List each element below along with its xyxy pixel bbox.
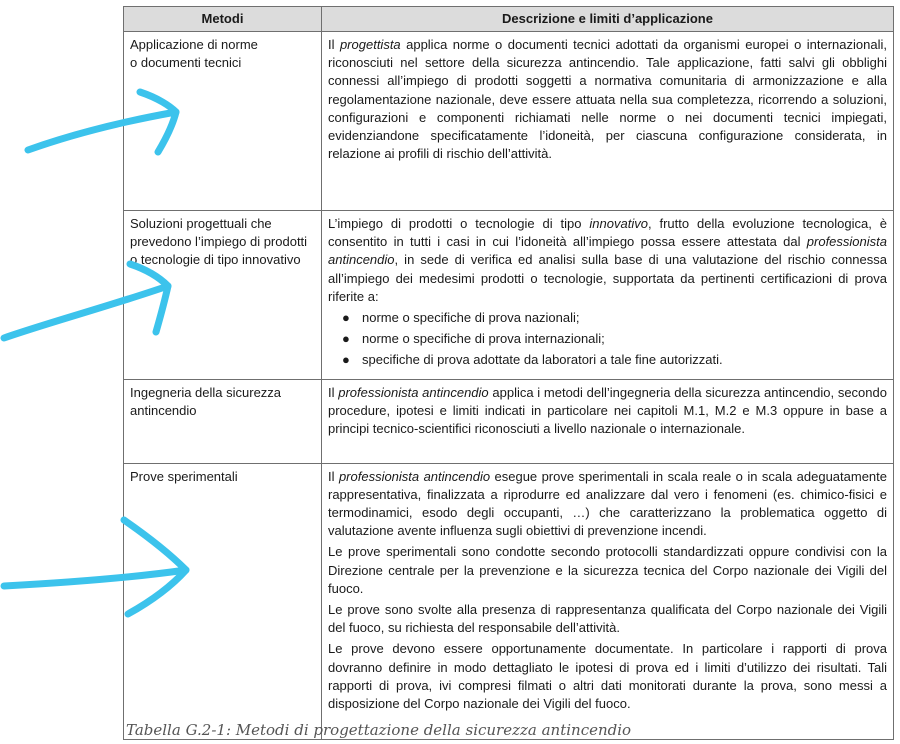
description-paragraph: L’impiego di prodotti o tecnologie di tipo innovativo, frutto della evoluzione tecnologica, è consentito in tutti i casi in cui l’idoneità all’impiego possa essere attestata dal professionista antincendio, in sede di verifica ed analisi sulla base di una valutazione del rischio connessa all’impiego dei medesimi prodotti o tecnologie, supportata da pertinenti certificazioni di prova riferite a:	[328, 216, 888, 304]
header-description: Descrizione e limiti d’applicazione	[322, 7, 894, 32]
description-paragraph: Il professionista antincendio esegue prove sperimentali in scala reale o in scala adeguatamente rappresentativa, finalizzata a riprodurre ed analizzare dal vero i fenomeni (es. chimico-fisici e termodinamici, esodo degli occupanti, …) che caratterizzano la problematica oggetto di valutazione avente influenza sugli obiettivi di prevenzione incendi.	[328, 468, 887, 539]
table-row	[124, 32, 894, 211]
list-item: ● specifiche di prova adottate da laboratori a tale fine autorizzati.	[328, 351, 887, 369]
method-name-line-1: Applicazione di norme	[130, 37, 258, 52]
certification-list	[328, 309, 887, 370]
bullet-icon: ●	[342, 310, 350, 326]
table-row	[124, 211, 894, 380]
bullet-icon: ●	[342, 331, 350, 347]
description-cell	[322, 379, 894, 463]
description-cell	[322, 463, 894, 739]
methods-table	[123, 6, 894, 740]
method-cell: Ingegneria della sicurezza antincendio	[124, 379, 322, 463]
method-cell: Soluzioni progettuali che prevedono l’impiego di prodotti o tecnologie di tipo innovativo	[124, 211, 322, 380]
description-cell	[322, 211, 894, 380]
description-paragraph: Le prove devono essere opportunamente documentate. In particolare i rapporti di prova dovranno definire in modo dettagliato le ipotesi di prova ed i limiti d’utilizzo dei risultati. Tali rapporti di prova, ivi compresi filmati o altri dati monitorati durante la prova, sono messi a disposizione del Corpo nazionale dei Vigili del fuoco.	[328, 641, 887, 712]
header-methods: Metodi	[124, 7, 322, 32]
list-item: ● norme o specifiche di prova nazionali;	[328, 309, 887, 327]
description-paragraph: Le prove sperimentali sono condotte secondo protocolli standardizzati oppure condivisi con la Direzione centrale per la prevenzione e la sicurezza tecnica del Corpo nazionale dei Vigili del fuoco.	[328, 544, 887, 596]
table-row	[124, 463, 894, 739]
bullet-icon: ●	[342, 352, 350, 368]
description-paragraph: Il progettista applica norme o documenti tecnici adottati da organismi europei o internazionali, riconosciuti nel settore della sicurezza antincendio. Tale applicazione, fatti salvi gli obblighi connessi all’impiego di prodotti soggetti a normativa comunitaria di armonizzazione e alla regolamentazione nazionale, deve essere attuata nella sua completezza, ricorrendo a soluzioni, configurazioni e componenti richiamati nelle norme o nei documenti tecnici impiegati, evidenziandone specificatamente l’idoneità, per ciascuna configurazione considerata, in relazione ai profili di rischio dell’attività.	[328, 37, 887, 162]
table-header-row	[124, 7, 894, 32]
method-cell: Prove sperimentali	[124, 463, 322, 739]
list-item: ● norme o specifiche di prova internazionali;	[328, 330, 887, 348]
description-cell	[322, 32, 894, 211]
description-paragraph: Le prove sono svolte alla presenza di rappresentanza qualificata del Corpo nazionale dei Vigili del fuoco, su richiesta del responsabile dell’attività.	[328, 602, 887, 636]
table-caption: Tabella G.2-1: Metodi di progettazione della sicurezza antincendio	[126, 721, 632, 739]
description-paragraph: Il professionista antincendio applica i metodi dell’ingegneria della sicurezza antincendio, secondo procedure, ipotesi e limiti indicati in particolare nei capitoli M.1, M.2 e M.3 oppure in base a principi tecnico-scientifici riconosciuti a livello nazionale o internazionale.	[328, 384, 887, 437]
method-cell	[124, 32, 322, 211]
table-row	[124, 379, 894, 463]
method-name-line-2: o documenti tecnici	[130, 55, 242, 71]
